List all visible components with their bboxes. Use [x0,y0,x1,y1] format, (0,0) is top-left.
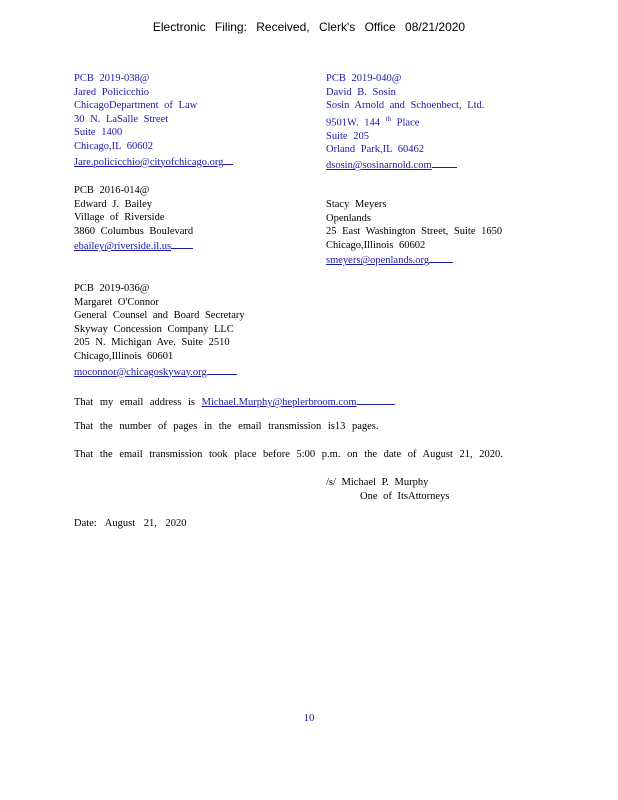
organization: Sosin Arnold and Schoenbect, Ltd. [326,100,485,112]
underline-tail [432,157,457,168]
page-number: 10 [303,712,315,724]
email-link[interactable]: ebailey@riverside.il.us [74,241,172,253]
underline-tail [429,252,453,263]
case-number: PCB 2019-036@ [74,283,150,294]
case-number: PCB 2019-040@ [326,73,402,84]
signature-role: One of ItsAttorneys [360,490,450,502]
case-number: PCB 2019-038@ [74,73,150,84]
underline-tail [223,154,233,165]
suite: Suite 205 [326,130,369,142]
contact-name: David B. Sosin [326,86,396,98]
service-block-meyers [326,198,502,268]
contact-name: Stacy Meyers [326,199,387,210]
sender-email-link[interactable]: Michael.Murphy@heplerbroom.com [201,397,357,408]
service-block-oconnor [74,282,245,379]
organization: ChicagoDepartment of Law [74,100,198,112]
email-statement [74,394,395,408]
city-state-zip: Chicago,Illinois 60601 [74,350,174,362]
contact-name: Edward J. Bailey [74,198,153,210]
organization: Village of Riverside [74,212,165,224]
title: General Counsel and Board Secretary [74,310,245,322]
city-state-zip: Chicago,Illinois 60602 [326,239,426,251]
email-statement-text: That my email address is [74,397,195,408]
underline-tail [171,238,193,249]
service-block-bailey [74,184,193,254]
signature-name: /s/ Michael P. Murphy [326,477,429,488]
contact-name: Margaret O'Connor [74,296,159,308]
date-line: Date: August 21, 2020 [74,518,187,529]
street-address [326,113,484,130]
service-block-policicchio [74,72,233,169]
street-address: 3860 Columbus Boulevard [74,225,194,237]
email-link[interactable]: moconnor@chicagoskyway.org [74,366,207,378]
street-address: 30 N. LaSalle Street [74,113,169,125]
suite: Suite 1400 [74,127,123,139]
address-superscript: th [385,114,392,123]
address-suffix: Place [396,117,420,129]
case-number: PCB 2016-014@ [74,185,150,196]
email-link[interactable]: smeyers@openlands.org [326,255,430,267]
street-address: 205 N. Michigan Ave. Suite 2510 [74,337,230,349]
contact-name: Jared Policicchio [74,86,150,98]
underline-tail [357,394,395,405]
email-link[interactable]: dsosin@sosinarnold.com [326,160,432,172]
organization: Openlands [326,212,371,224]
street-address: 25 East Washington Street, Suite 1650 [326,226,503,238]
city-state-zip: Orland Park,IL 60462 [326,144,425,156]
address-prefix: 9501W. 144 [326,117,380,129]
underline-tail [207,364,237,375]
signature-block [326,476,449,503]
organization: Skyway Concession Company LLC [74,323,234,335]
service-block-sosin [326,72,484,173]
pages-statement: That the number of pages in the email transmission is13 pages. [74,421,379,432]
email-link[interactable]: Jare.policicchio@cityofchicago.org [74,156,224,168]
city-state-zip: Chicago,IL 60602 [74,140,154,152]
time-statement: That the email transmission took place before 5:00 p.m. on the date of August 21, 2020. [74,449,503,460]
efiling-header: Electronic Filing: Received, Clerk's Office 08/21/2020 [152,20,466,34]
